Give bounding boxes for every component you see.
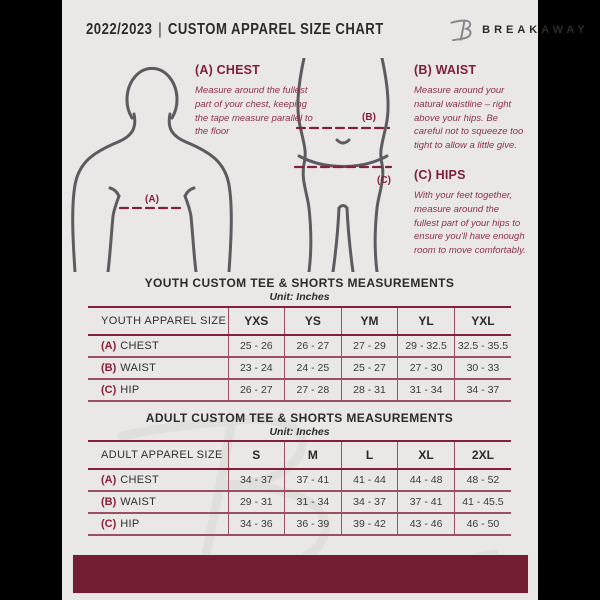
title-separator: | — [158, 21, 163, 38]
row-key: (B) — [101, 496, 117, 508]
left-shoulder-arm-outline — [73, 114, 135, 272]
waist-instructions — [414, 63, 526, 153]
hips-heading: (C) HIPS — [414, 168, 466, 182]
cell-value: 26 - 27 — [228, 379, 285, 401]
cell-value: 41 - 45.5 — [454, 491, 511, 513]
youth-table-title: YOUTH CUSTOM TEE & SHORTS MEASUREMENTS — [144, 276, 455, 290]
left-inner-arm-line — [108, 196, 119, 272]
table-row — [88, 491, 511, 513]
cell-value: 26 - 27 — [285, 335, 342, 357]
youth-size-table — [88, 306, 511, 402]
cell-value: 24 - 25 — [285, 357, 342, 379]
cell-value: 31 - 34 — [285, 491, 342, 513]
cell-value: 23 - 24 — [228, 357, 285, 379]
waist-heading: (B) WAIST — [414, 63, 477, 77]
cell-value: 27 - 30 — [398, 357, 455, 379]
cell-value: 34 - 37 — [228, 469, 285, 491]
row-label-hip — [88, 379, 228, 401]
row-key: (A) — [101, 340, 117, 352]
right-inner-arm-line — [185, 196, 196, 272]
size-header-yxl: YXL — [454, 307, 511, 335]
size-header-s: S — [228, 441, 285, 469]
waist-marker-label: (B) — [362, 112, 376, 123]
row-label-chest — [88, 469, 228, 491]
row-key: (C) — [101, 518, 117, 530]
size-header-2xl: 2XL — [454, 441, 511, 469]
cell-value: 29 - 32.5 — [398, 335, 455, 357]
row-key: (B) — [101, 362, 117, 374]
brand-lockup — [449, 17, 589, 43]
adult-table-unit: Unit: Inches — [269, 426, 330, 438]
title-text: CUSTOM APPAREL SIZE CHART — [167, 21, 384, 38]
cell-value: 48 - 52 — [454, 469, 511, 491]
navel-mark — [337, 140, 349, 143]
table-row — [88, 379, 511, 401]
cell-value: 34 - 37 — [454, 379, 511, 401]
cell-value: 28 - 31 — [341, 379, 398, 401]
left-inner-leg-line — [333, 208, 339, 272]
size-header-yxs: YXS — [228, 307, 285, 335]
cell-value: 46 - 50 — [454, 513, 511, 535]
hips-marker-label: (C) — [377, 175, 391, 186]
hips-instructions — [414, 168, 526, 258]
cell-value: 37 - 41 — [285, 469, 342, 491]
row-name: WAIST — [120, 362, 157, 374]
cell-value: 25 - 27 — [341, 357, 398, 379]
row-name: CHEST — [120, 340, 160, 352]
cell-value: 36 - 39 — [285, 513, 342, 535]
row-label-hip — [88, 513, 228, 535]
chest-marker-label: (A) — [145, 194, 159, 205]
adult-header-row — [88, 441, 511, 469]
right-hip-leg-outline — [375, 58, 388, 272]
size-header-yl: YL — [398, 307, 455, 335]
cell-value: 34 - 36 — [228, 513, 285, 535]
row-name: CHEST — [120, 474, 160, 486]
hips-body-text: With your feet together, measure around the fullest part of your hips to ensure you'll have enough room to move comfortably. — [414, 190, 526, 257]
cell-value: 32.5 - 35.5 — [454, 335, 511, 357]
waist-body-text: Measure around your natural waistline – right above your hips. Be careful not to squeeze too tight to allow a little give. — [414, 85, 524, 152]
cell-value: 43 - 46 — [398, 513, 455, 535]
cell-value: 25 - 26 — [228, 335, 285, 357]
cell-value: 41 - 44 — [341, 469, 398, 491]
size-header-m: M — [285, 441, 342, 469]
chest-instructions — [195, 63, 313, 139]
title-year: 2022/2023 — [86, 21, 153, 38]
adult-table-title: ADULT CUSTOM TEE & SHORTS MEASUREMENTS — [145, 411, 454, 425]
size-header-ys: YS — [285, 307, 342, 335]
size-chart-page — [62, 0, 589, 600]
row-key: (A) — [101, 474, 117, 486]
row-name: WAIST — [120, 496, 157, 508]
page-title — [86, 21, 384, 39]
size-header-ym: YM — [341, 307, 398, 335]
adult-size-table — [88, 440, 511, 536]
cell-value: 37 - 41 — [398, 491, 455, 513]
table-row — [88, 357, 511, 379]
size-header-xl: XL — [398, 441, 455, 469]
cell-value: 27 - 29 — [341, 335, 398, 357]
brand-name: BREAKAWAY — [482, 24, 589, 36]
table-row — [88, 513, 511, 535]
row-key: (C) — [101, 384, 117, 396]
row-label-waist — [88, 491, 228, 513]
breakaway-logo-icon — [449, 17, 475, 43]
table-row — [88, 335, 511, 357]
adult-size-column-header: ADULT APPAREL SIZE — [88, 441, 228, 469]
head-outline — [127, 68, 177, 118]
right-inner-leg-line — [347, 208, 353, 272]
youth-table-unit: Unit: Inches — [269, 291, 330, 303]
row-name: HIP — [120, 384, 140, 396]
cell-value: 44 - 48 — [398, 469, 455, 491]
table-row — [88, 469, 511, 491]
row-label-waist — [88, 357, 228, 379]
chest-heading: (A) CHEST — [195, 63, 260, 77]
row-name: HIP — [120, 518, 140, 530]
waistband-curve — [299, 156, 387, 167]
footer-bar — [73, 555, 528, 593]
youth-size-column-header: YOUTH APPAREL SIZE — [88, 307, 228, 335]
right-armpit-line — [185, 188, 194, 196]
cell-value: 29 - 31 — [228, 491, 285, 513]
masthead — [86, 16, 589, 44]
left-armpit-line — [110, 188, 119, 196]
chest-body-text: Measure around the fullest part of your chest, keeping the tape measure parallel to the floor — [195, 85, 313, 138]
cell-value: 30 - 33 — [454, 357, 511, 379]
cell-value: 27 - 28 — [285, 379, 342, 401]
row-label-chest — [88, 335, 228, 357]
cell-value: 39 - 42 — [341, 513, 398, 535]
youth-header-row — [88, 307, 511, 335]
size-header-l: L — [341, 441, 398, 469]
cell-value: 31 - 34 — [398, 379, 455, 401]
cell-value: 34 - 37 — [341, 491, 398, 513]
